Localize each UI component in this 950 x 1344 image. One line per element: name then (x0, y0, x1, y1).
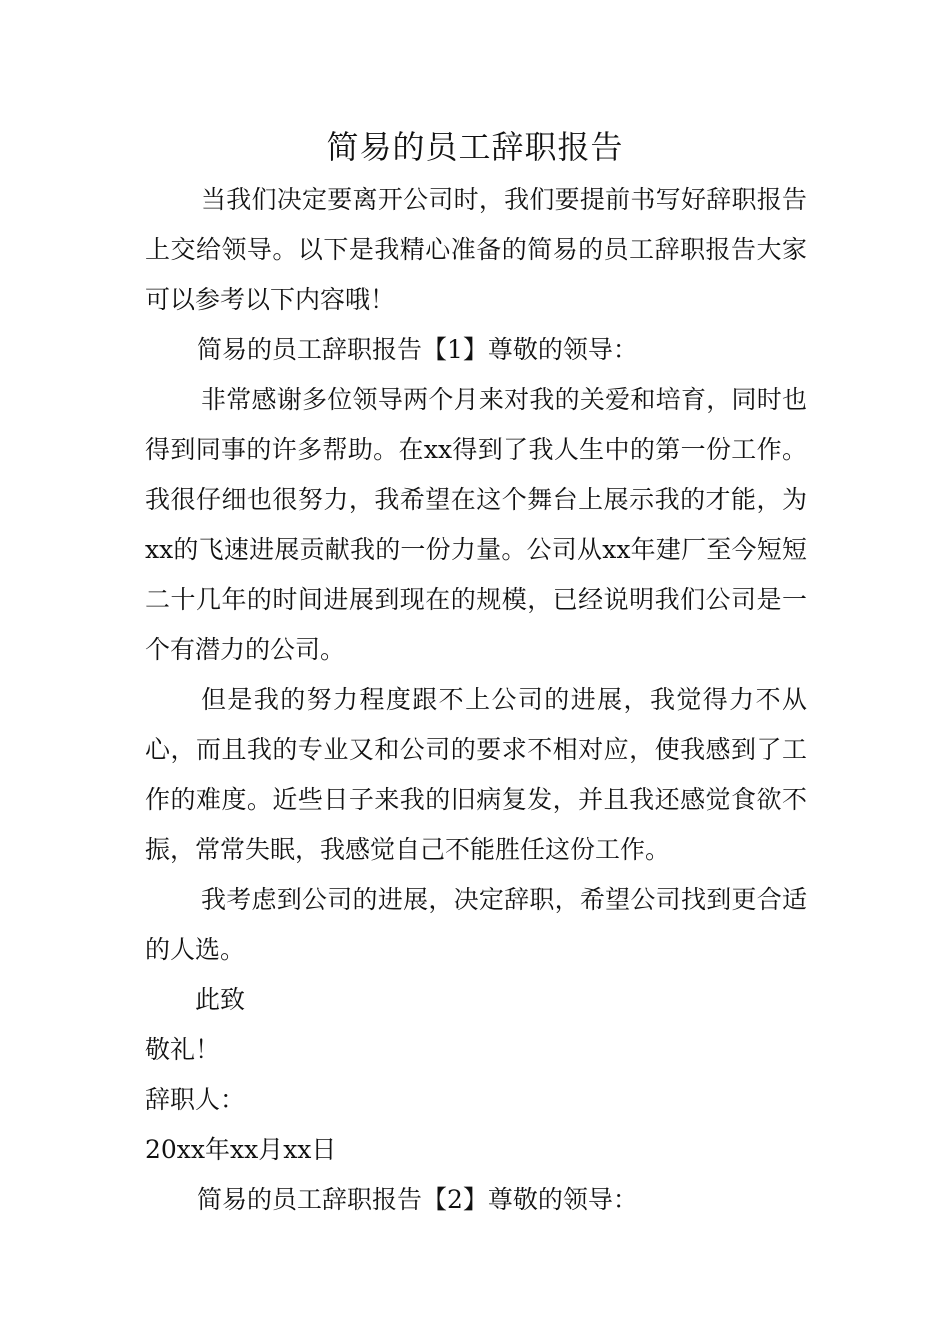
body-paragraph: 非常感谢多位领导两个月来对我的关爱和培育，同时也得到同事的许多帮助。在xx得到了我人生中的第一份工作。我很仔细也很努力，我希望在这个舞台上展示我的才能，为xx的飞速进展贡献我的一份力量。公司从xx年建厂至今短短二十几年的时间进展到现在的规模，已经说明我们公司是一个有潜力的公司。 (145, 385, 807, 664)
body-paragraph: 但是我的努力程度跟不上公司的进展，我觉得力不从心，而且我的专业又和公司的要求不相对应，使我感到了工作的难度。近些日子来我的旧病复发，并且我还感觉食欲不振，常常失眠，我感觉自己不能胜任这份工作。 (145, 685, 807, 864)
section-heading-1: 简易的员工辞职报告【1】尊敬的领导： (197, 335, 638, 364)
signature-date: 20xx年xx月xx日 (145, 1135, 337, 1164)
closing-salutation: 此致 (195, 985, 246, 1014)
document-body (145, 175, 807, 1225)
signature-label: 辞职人： (145, 1085, 246, 1114)
section-heading-2: 简易的员工辞职报告【2】尊敬的领导： (197, 1185, 638, 1214)
closing-regards: 敬礼！ (145, 1035, 221, 1064)
body-paragraph: 我考虑到公司的进展，决定辞职，希望公司找到更合适的人选。 (145, 885, 807, 964)
document-title: 简易的员工辞职报告 (326, 128, 624, 166)
intro-paragraph: 当我们决定要离开公司时，我们要提前书写好辞职报告上交给领导。以下是我精心准备的简易的员工辞职报告大家可以参考以下内容哦！ (145, 185, 807, 314)
